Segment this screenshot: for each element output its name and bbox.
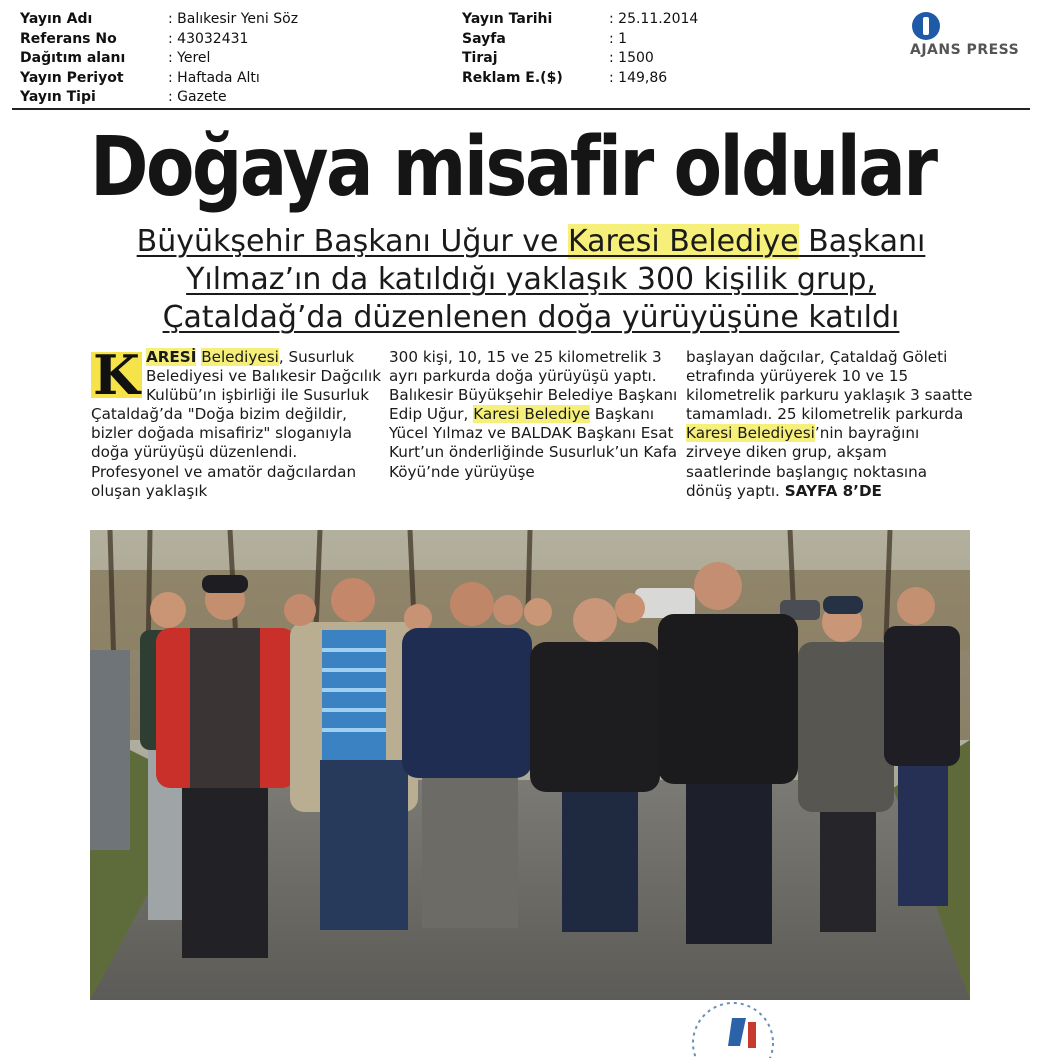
article-column-2: [389, 348, 679, 482]
seal-icon: [688, 998, 778, 1058]
subhead-highlight: Karesi Belediye: [568, 224, 799, 259]
header-divider: [12, 108, 1030, 110]
column-text: Başkanı Yücel Yılmaz ve BALDAK Başkanı Esat Kurt’un önderliğinde Susurluk’un Kafa Köyü’nde yürüyüşe: [389, 405, 678, 481]
column-highlight: Karesi Belediye: [473, 405, 590, 424]
column-text: başlayan dağcılar, Çataldağ Göleti etrafında yürüyerek 10 ve 15 kilometrelik parkuru yaklaşık 3 saatte tamamladı. 25 kilometrelik parkurda: [686, 348, 973, 424]
meta-value: : 25.11.2014: [609, 11, 699, 27]
meta-row: [20, 49, 298, 69]
meta-value: : Gazete: [168, 89, 227, 105]
meta-value: : 43032431: [168, 30, 249, 47]
ajans-press-logo-text: AJANS PRESS: [910, 42, 1020, 58]
column-text: 300 kişi, 10, 15 ve 25 kilometrelik 3 ayrı parkurda doğa yürüyüşü yaptı. Balıkesir Büyükşehir Belediye Başkanı Edip Uğur,: [389, 348, 678, 424]
meta-key: Yayın Tarihi: [462, 11, 553, 27]
subhead-text: Büyükşehir Başkanı Uğur ve: [136, 224, 569, 259]
meta-key: Yayın Periyot: [20, 69, 124, 86]
meta-row: [462, 49, 698, 69]
drop-cap: K: [93, 343, 140, 407]
meta-key: Sayfa: [462, 30, 506, 47]
meta-key: Referans No: [20, 30, 117, 47]
hikers-photo-illustration: [90, 530, 970, 1000]
meta-key: Tiraj: [462, 50, 498, 66]
column-text: , Susurluk Belediyesi ve Balıkesir Dağcılık Kulübü’ın işbirliği ile Susurluk Çataldağ’da "Doğa bizim değildir, bizler doğada misafiriz" sloganıyla doğa yürüyüşü düzenlendi. Profesyonel ve amatör dağcılardan oluşan yaklaşık: [91, 348, 381, 500]
article-photo: [90, 530, 970, 1000]
publication-meta-right: [462, 10, 698, 88]
column-highlight: Karesi Belediyesi: [686, 424, 815, 443]
meta-key: Dağıtım alanı: [20, 50, 126, 66]
column-text: ’nin bayrağını zirveye diken grup, akşam saatlerinde başlangıç noktasına dönüş yaptı.: [686, 424, 928, 500]
article-subhead-line-1: [86, 224, 976, 260]
article-subhead-line-3: [86, 300, 976, 336]
meta-row: [462, 30, 698, 50]
meta-key: Yayın Tipi: [20, 89, 96, 105]
meta-row: [20, 69, 298, 89]
publication-meta-left: [20, 10, 298, 108]
meta-key: Yayın Adı: [20, 11, 93, 27]
subhead-text: Çataldağ’da düzenlenen doğa yürüyüşüne katıldı: [162, 300, 900, 335]
continued-page-ref: SAYFA 8’DE: [784, 481, 882, 500]
meta-row: [20, 88, 298, 108]
lead-highlight: Belediyesi: [201, 348, 279, 366]
municipality-seal: [688, 998, 778, 1058]
meta-value: : Yerel: [168, 50, 211, 66]
subhead-text: Başkanı: [798, 224, 926, 259]
ajans-press-logo: [910, 12, 1030, 60]
ajans-press-logo-icon: [912, 12, 940, 40]
article-subhead-line-2: [86, 262, 976, 298]
meta-value: : 1: [609, 30, 628, 47]
meta-value: : Haftada Altı: [168, 69, 260, 86]
article-column-3: [686, 348, 976, 501]
meta-value: : Balıkesir Yeni Söz: [168, 11, 299, 27]
meta-value: : 149,86: [609, 69, 668, 86]
meta-row: [462, 10, 698, 30]
lead-caps: ARESİ: [145, 348, 197, 366]
meta-value: : 1500: [609, 50, 654, 66]
meta-row: [20, 10, 298, 30]
meta-row: [20, 30, 298, 50]
subhead-text: Yılmaz’ın da katıldığı yaklaşık 300 kişilik grup,: [186, 262, 876, 297]
article-headline: Doğaya misafir oldular: [90, 120, 936, 215]
meta-key: Reklam E.($): [462, 69, 563, 86]
meta-row: [462, 69, 698, 89]
article-column-1: [91, 343, 381, 501]
